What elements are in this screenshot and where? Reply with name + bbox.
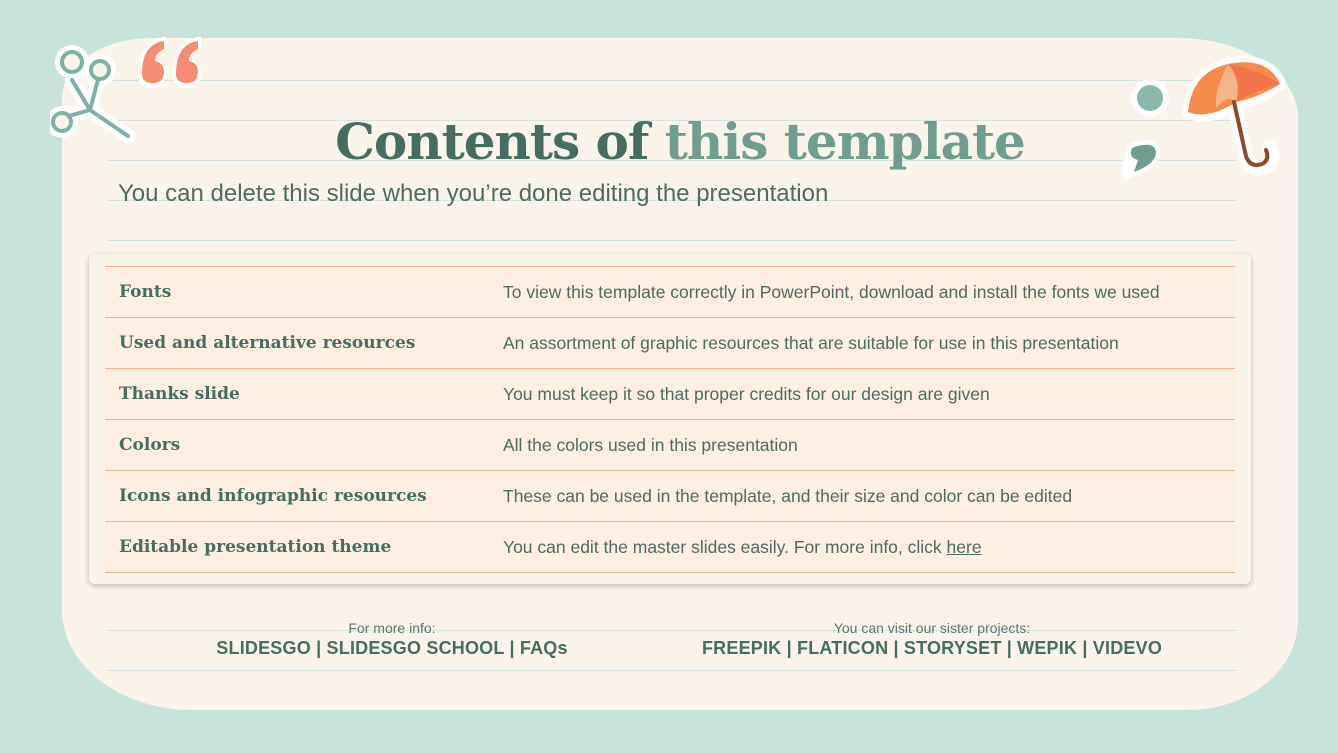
footer-label: For more info: — [348, 620, 436, 636]
title-part-accent: this template — [664, 112, 1025, 171]
branch-icon — [50, 40, 140, 150]
table-row — [105, 318, 1235, 369]
slide-paper — [62, 38, 1298, 710]
ruled-line — [108, 240, 1236, 241]
title-part-dark: Contents of — [335, 112, 665, 171]
row-value: All the colors used in this presentation — [503, 434, 798, 455]
footer-sister-projects — [692, 620, 1172, 659]
footer-links[interactable]: FREEPIK | FLATICON | STORYSET | WEPIK | VIDEVO — [701, 638, 1163, 658]
quote-mark-icon — [136, 34, 210, 90]
row-value: To view this template correctly in PowerPoint, download and install the fonts we used — [503, 281, 1160, 302]
contents-table — [105, 266, 1235, 573]
here-link[interactable]: here — [946, 536, 982, 557]
row-key: Colors — [119, 435, 181, 455]
footer-links[interactable]: SLIDESGO | SLIDESGO SCHOOL | FAQs — [216, 638, 568, 658]
row-value: An assortment of graphic resources that are suitable for use in this presentation — [503, 332, 1119, 353]
row-key: Fonts — [119, 282, 172, 302]
table-row — [105, 522, 1235, 573]
table-row — [105, 471, 1235, 522]
table-row — [105, 420, 1235, 471]
row-key: Thanks slide — [119, 384, 240, 404]
table-row — [105, 267, 1235, 318]
row-value: You must keep it so that proper credits for our design are given — [503, 383, 990, 404]
semicolon-icon — [1114, 80, 1176, 180]
row-value-text: You can edit the master slides easily. For more info, click — [503, 536, 947, 557]
row-key: Icons and infographic resources — [119, 486, 427, 506]
umbrella-icon — [1176, 50, 1292, 176]
row-value: These can be used in the template, and their size and color can be edited — [503, 485, 1073, 506]
row-key: Used and alternative resources — [119, 333, 416, 353]
footer-more-info — [162, 620, 622, 659]
page-title — [62, 112, 1298, 171]
ruled-line — [108, 80, 1236, 81]
contents-table-card — [89, 254, 1251, 584]
footer-label: You can visit our sister projects: — [833, 620, 1031, 636]
row-key: Editable presentation theme — [119, 537, 392, 557]
ruled-line — [108, 670, 1236, 671]
table-row — [105, 369, 1235, 420]
row-value — [503, 537, 982, 558]
page-subtitle: You can delete this slide when you’re done editing the presentation — [118, 180, 829, 207]
